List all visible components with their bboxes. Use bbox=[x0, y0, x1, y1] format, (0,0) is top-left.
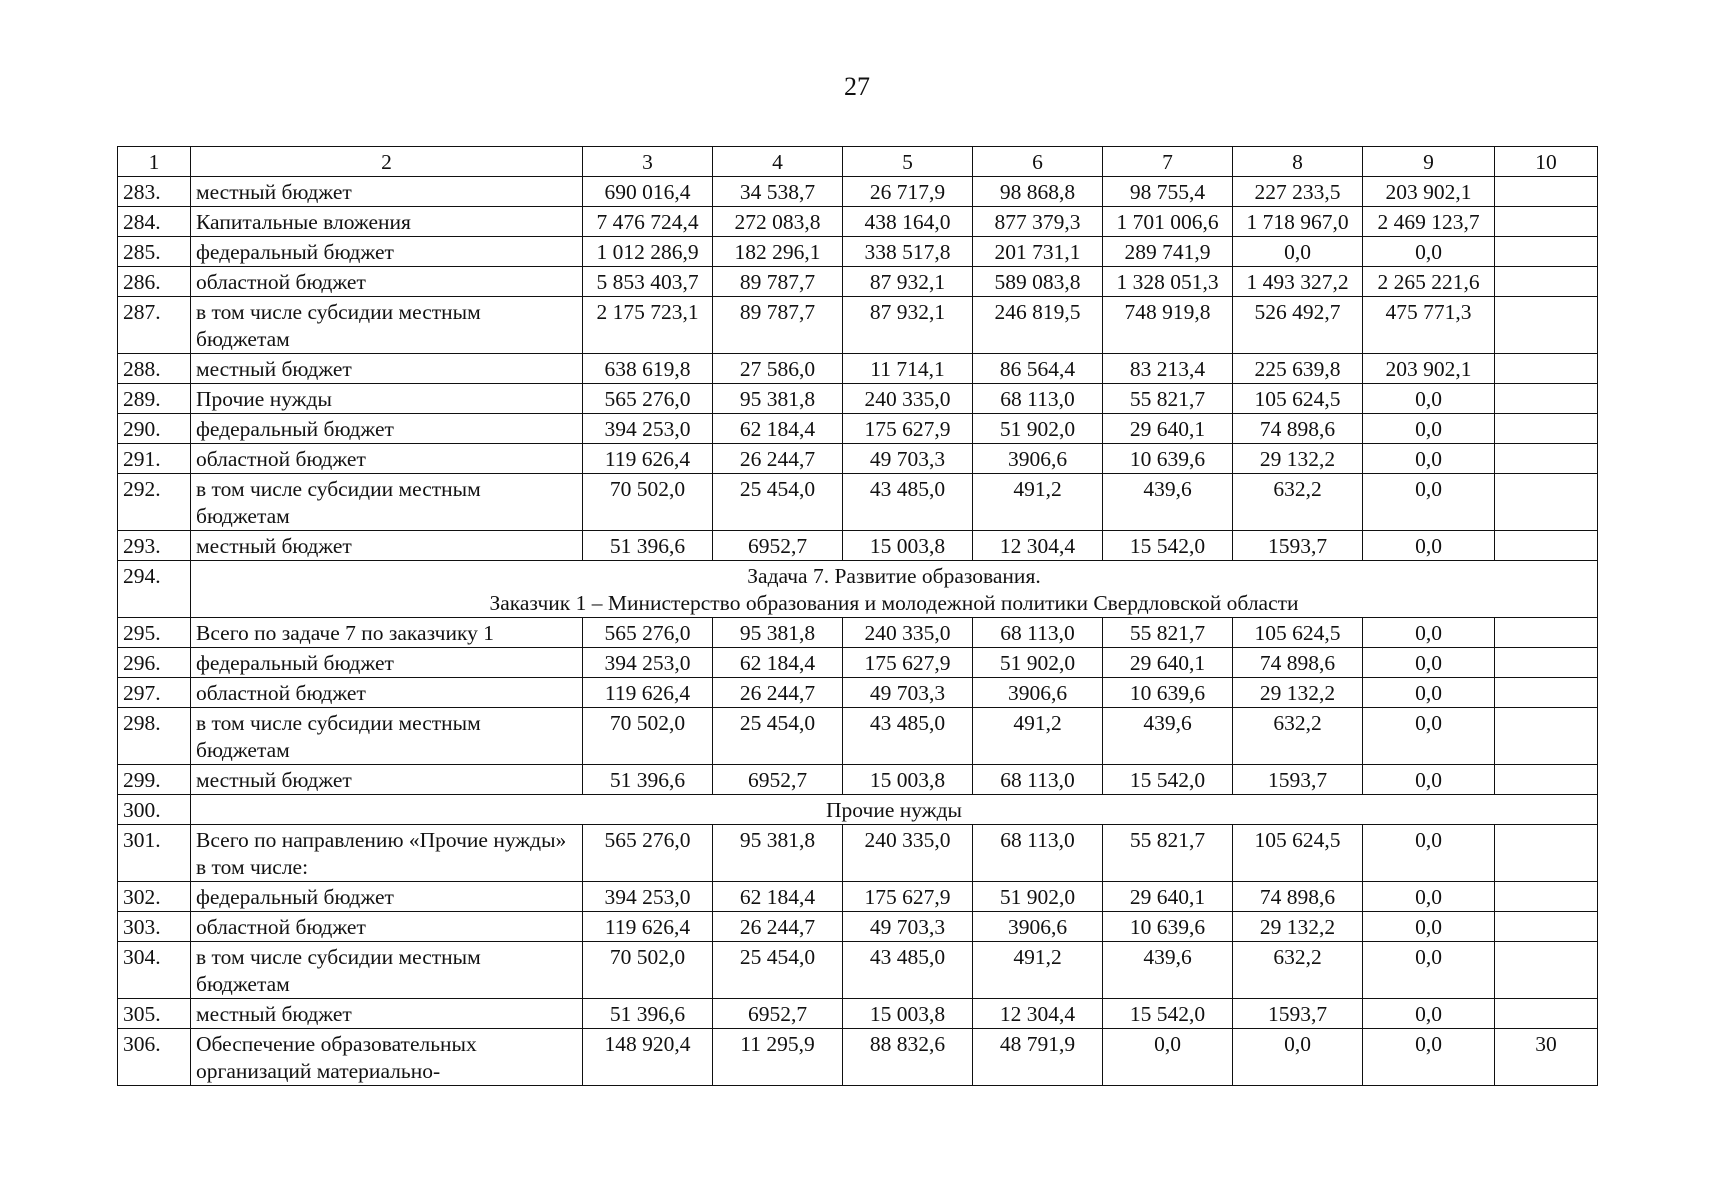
value-cell: 48 791,9 bbox=[973, 1029, 1103, 1086]
value-cell: 51 396,6 bbox=[583, 531, 713, 561]
value-cell: 491,2 bbox=[973, 942, 1103, 999]
row-number: 304. bbox=[118, 942, 191, 999]
value-cell: 10 639,6 bbox=[1103, 444, 1233, 474]
value-cell: 26 244,7 bbox=[713, 912, 843, 942]
value-cell: 70 502,0 bbox=[583, 474, 713, 531]
value-cell: 227 233,5 bbox=[1233, 177, 1363, 207]
value-cell: 6952,7 bbox=[713, 765, 843, 795]
value-cell: 2 175 723,1 bbox=[583, 297, 713, 354]
header-cell: 2 bbox=[191, 147, 583, 177]
value-cell: 6952,7 bbox=[713, 999, 843, 1029]
value-cell: 29 640,1 bbox=[1103, 882, 1233, 912]
row-label: Капитальные вложения bbox=[191, 207, 583, 237]
value-cell: 95 381,8 bbox=[713, 618, 843, 648]
table-row bbox=[118, 882, 1598, 912]
value-cell: 0,0 bbox=[1363, 414, 1495, 444]
value-cell: 225 639,8 bbox=[1233, 354, 1363, 384]
row-label: в том числе субсидии местным бюджетам bbox=[191, 474, 583, 531]
value-cell: 272 083,8 bbox=[713, 207, 843, 237]
table-row bbox=[118, 384, 1598, 414]
value-cell: 105 624,5 bbox=[1233, 618, 1363, 648]
table-row bbox=[118, 177, 1598, 207]
value-cell: 589 083,8 bbox=[973, 267, 1103, 297]
table-row bbox=[118, 414, 1598, 444]
value-cell: 62 184,4 bbox=[713, 414, 843, 444]
value-cell: 12 304,4 bbox=[973, 531, 1103, 561]
value-cell: 475 771,3 bbox=[1363, 297, 1495, 354]
col10-cell bbox=[1495, 999, 1598, 1029]
row-number: 302. bbox=[118, 882, 191, 912]
value-cell: 88 832,6 bbox=[843, 1029, 973, 1086]
value-cell: 439,6 bbox=[1103, 474, 1233, 531]
table-row bbox=[118, 207, 1598, 237]
section-title bbox=[191, 561, 1598, 618]
value-cell: 3906,6 bbox=[973, 912, 1103, 942]
header-cell: 7 bbox=[1103, 147, 1233, 177]
col10-cell bbox=[1495, 912, 1598, 942]
value-cell: 394 253,0 bbox=[583, 648, 713, 678]
value-cell: 289 741,9 bbox=[1103, 237, 1233, 267]
table-row bbox=[118, 618, 1598, 648]
value-cell: 95 381,8 bbox=[713, 384, 843, 414]
value-cell: 0,0 bbox=[1363, 942, 1495, 999]
col10-cell bbox=[1495, 882, 1598, 912]
row-number: 297. bbox=[118, 678, 191, 708]
value-cell: 55 821,7 bbox=[1103, 825, 1233, 882]
row-label: федеральный бюджет bbox=[191, 648, 583, 678]
value-cell: 25 454,0 bbox=[713, 474, 843, 531]
value-cell: 10 639,6 bbox=[1103, 912, 1233, 942]
col10-cell bbox=[1495, 384, 1598, 414]
table-row bbox=[118, 237, 1598, 267]
header-cell: 3 bbox=[583, 147, 713, 177]
value-cell: 240 335,0 bbox=[843, 618, 973, 648]
row-label: местный бюджет bbox=[191, 531, 583, 561]
value-cell: 86 564,4 bbox=[973, 354, 1103, 384]
value-cell: 15 003,8 bbox=[843, 531, 973, 561]
value-cell: 0,0 bbox=[1363, 882, 1495, 912]
value-cell: 87 932,1 bbox=[843, 297, 973, 354]
section-line: Задача 7. Развитие образования. bbox=[747, 564, 1041, 588]
value-cell: 26 244,7 bbox=[713, 444, 843, 474]
table-row bbox=[118, 678, 1598, 708]
value-cell: 25 454,0 bbox=[713, 942, 843, 999]
value-cell: 0,0 bbox=[1363, 708, 1495, 765]
value-cell: 0,0 bbox=[1363, 618, 1495, 648]
value-cell: 0,0 bbox=[1363, 678, 1495, 708]
value-cell: 15 003,8 bbox=[843, 765, 973, 795]
value-cell: 70 502,0 bbox=[583, 708, 713, 765]
value-cell: 51 902,0 bbox=[973, 882, 1103, 912]
col10-cell: 30 bbox=[1495, 1029, 1598, 1086]
row-number: 289. bbox=[118, 384, 191, 414]
header-cell: 5 bbox=[843, 147, 973, 177]
value-cell: 68 113,0 bbox=[973, 825, 1103, 882]
row-number: 299. bbox=[118, 765, 191, 795]
value-cell: 74 898,6 bbox=[1233, 882, 1363, 912]
value-cell: 175 627,9 bbox=[843, 882, 973, 912]
col10-cell bbox=[1495, 618, 1598, 648]
col10-cell bbox=[1495, 237, 1598, 267]
row-number: 286. bbox=[118, 267, 191, 297]
value-cell: 201 731,1 bbox=[973, 237, 1103, 267]
row-number: 293. bbox=[118, 531, 191, 561]
row-number: 303. bbox=[118, 912, 191, 942]
value-cell: 565 276,0 bbox=[583, 825, 713, 882]
row-label: федеральный бюджет bbox=[191, 414, 583, 444]
value-cell: 240 335,0 bbox=[843, 384, 973, 414]
row-label: в том числе субсидии местным бюджетам bbox=[191, 708, 583, 765]
value-cell: 565 276,0 bbox=[583, 618, 713, 648]
col10-cell bbox=[1495, 297, 1598, 354]
row-label: местный бюджет bbox=[191, 354, 583, 384]
value-cell: 0,0 bbox=[1233, 237, 1363, 267]
row-label: местный бюджет bbox=[191, 177, 583, 207]
value-cell: 438 164,0 bbox=[843, 207, 973, 237]
row-label: федеральный бюджет bbox=[191, 882, 583, 912]
row-number: 284. bbox=[118, 207, 191, 237]
value-cell: 246 819,5 bbox=[973, 297, 1103, 354]
value-cell: 182 296,1 bbox=[713, 237, 843, 267]
value-cell: 51 902,0 bbox=[973, 414, 1103, 444]
value-cell: 0,0 bbox=[1103, 1029, 1233, 1086]
value-cell: 1 493 327,2 bbox=[1233, 267, 1363, 297]
value-cell: 15 542,0 bbox=[1103, 531, 1233, 561]
row-number: 287. bbox=[118, 297, 191, 354]
value-cell: 2 265 221,6 bbox=[1363, 267, 1495, 297]
value-cell: 29 132,2 bbox=[1233, 678, 1363, 708]
row-label: местный бюджет bbox=[191, 765, 583, 795]
value-cell: 43 485,0 bbox=[843, 708, 973, 765]
value-cell: 1593,7 bbox=[1233, 531, 1363, 561]
value-cell: 638 619,8 bbox=[583, 354, 713, 384]
col10-cell bbox=[1495, 354, 1598, 384]
section-line: Прочие нужды bbox=[826, 798, 962, 822]
value-cell: 748 919,8 bbox=[1103, 297, 1233, 354]
row-label: Прочие нужды bbox=[191, 384, 583, 414]
table-row bbox=[118, 474, 1598, 531]
row-number: 296. bbox=[118, 648, 191, 678]
header-cell: 6 bbox=[973, 147, 1103, 177]
table-row bbox=[118, 765, 1598, 795]
value-cell: 877 379,3 bbox=[973, 207, 1103, 237]
col10-cell bbox=[1495, 765, 1598, 795]
table-row bbox=[118, 267, 1598, 297]
value-cell: 565 276,0 bbox=[583, 384, 713, 414]
value-cell: 0,0 bbox=[1363, 237, 1495, 267]
row-number: 298. bbox=[118, 708, 191, 765]
value-cell: 26 717,9 bbox=[843, 177, 973, 207]
value-cell: 394 253,0 bbox=[583, 414, 713, 444]
value-cell: 175 627,9 bbox=[843, 414, 973, 444]
value-cell: 0,0 bbox=[1363, 999, 1495, 1029]
value-cell: 1593,7 bbox=[1233, 765, 1363, 795]
value-cell: 70 502,0 bbox=[583, 942, 713, 999]
col10-cell bbox=[1495, 678, 1598, 708]
value-cell: 6952,7 bbox=[713, 531, 843, 561]
value-cell: 11 714,1 bbox=[843, 354, 973, 384]
value-cell: 51 396,6 bbox=[583, 765, 713, 795]
value-cell: 29 132,2 bbox=[1233, 912, 1363, 942]
value-cell: 0,0 bbox=[1363, 648, 1495, 678]
header-cell: 1 bbox=[118, 147, 191, 177]
value-cell: 0,0 bbox=[1363, 825, 1495, 882]
value-cell: 240 335,0 bbox=[843, 825, 973, 882]
row-label: в том числе субсидии местным бюджетам bbox=[191, 942, 583, 999]
value-cell: 338 517,8 bbox=[843, 237, 973, 267]
value-cell: 1593,7 bbox=[1233, 999, 1363, 1029]
value-cell: 87 932,1 bbox=[843, 267, 973, 297]
row-number: 283. bbox=[118, 177, 191, 207]
table-body bbox=[118, 177, 1598, 1086]
table-row bbox=[118, 648, 1598, 678]
value-cell: 89 787,7 bbox=[713, 267, 843, 297]
value-cell: 89 787,7 bbox=[713, 297, 843, 354]
value-cell: 175 627,9 bbox=[843, 648, 973, 678]
value-cell: 632,2 bbox=[1233, 942, 1363, 999]
value-cell: 148 920,4 bbox=[583, 1029, 713, 1086]
value-cell: 49 703,3 bbox=[843, 678, 973, 708]
value-cell: 0,0 bbox=[1363, 765, 1495, 795]
value-cell: 632,2 bbox=[1233, 474, 1363, 531]
table-row bbox=[118, 444, 1598, 474]
value-cell: 439,6 bbox=[1103, 942, 1233, 999]
header-cell: 10 bbox=[1495, 147, 1598, 177]
value-cell: 43 485,0 bbox=[843, 942, 973, 999]
value-cell: 27 586,0 bbox=[713, 354, 843, 384]
value-cell: 105 624,5 bbox=[1233, 825, 1363, 882]
header-cell: 9 bbox=[1363, 147, 1495, 177]
value-cell: 5 853 403,7 bbox=[583, 267, 713, 297]
row-number: 295. bbox=[118, 618, 191, 648]
value-cell: 119 626,4 bbox=[583, 444, 713, 474]
value-cell: 25 454,0 bbox=[713, 708, 843, 765]
table-row bbox=[118, 297, 1598, 354]
row-number: 294. bbox=[118, 561, 191, 618]
value-cell: 68 113,0 bbox=[973, 384, 1103, 414]
value-cell: 690 016,4 bbox=[583, 177, 713, 207]
value-cell: 83 213,4 bbox=[1103, 354, 1233, 384]
value-cell: 526 492,7 bbox=[1233, 297, 1363, 354]
value-cell: 62 184,4 bbox=[713, 648, 843, 678]
col10-cell bbox=[1495, 648, 1598, 678]
value-cell: 49 703,3 bbox=[843, 912, 973, 942]
value-cell: 0,0 bbox=[1233, 1029, 1363, 1086]
value-cell: 55 821,7 bbox=[1103, 618, 1233, 648]
header-row bbox=[118, 147, 1598, 177]
row-label: в том числе субсидии местным бюджетам bbox=[191, 297, 583, 354]
row-label: Всего по направлению «Прочие нужды» в том числе: bbox=[191, 825, 583, 882]
row-number: 291. bbox=[118, 444, 191, 474]
table-row bbox=[118, 999, 1598, 1029]
row-label: Обеспечение образовательных организаций материально- bbox=[191, 1029, 583, 1086]
value-cell: 49 703,3 bbox=[843, 444, 973, 474]
col10-cell bbox=[1495, 177, 1598, 207]
row-label: областной бюджет bbox=[191, 267, 583, 297]
table-row bbox=[118, 912, 1598, 942]
row-number: 290. bbox=[118, 414, 191, 444]
value-cell: 11 295,9 bbox=[713, 1029, 843, 1086]
budget-table bbox=[117, 146, 1598, 1086]
value-cell: 15 542,0 bbox=[1103, 765, 1233, 795]
value-cell: 439,6 bbox=[1103, 708, 1233, 765]
col10-cell bbox=[1495, 414, 1598, 444]
col10-cell bbox=[1495, 474, 1598, 531]
value-cell: 15 003,8 bbox=[843, 999, 973, 1029]
value-cell: 29 640,1 bbox=[1103, 648, 1233, 678]
header-cell: 4 bbox=[713, 147, 843, 177]
page-number: 27 bbox=[844, 72, 870, 101]
value-cell: 51 902,0 bbox=[973, 648, 1103, 678]
value-cell: 51 396,6 bbox=[583, 999, 713, 1029]
row-number: 300. bbox=[118, 795, 191, 825]
value-cell: 68 113,0 bbox=[973, 618, 1103, 648]
section-title bbox=[191, 795, 1598, 825]
table-row bbox=[118, 708, 1598, 765]
value-cell: 1 012 286,9 bbox=[583, 237, 713, 267]
row-number: 301. bbox=[118, 825, 191, 882]
row-number: 292. bbox=[118, 474, 191, 531]
value-cell: 43 485,0 bbox=[843, 474, 973, 531]
value-cell: 203 902,1 bbox=[1363, 354, 1495, 384]
value-cell: 1 328 051,3 bbox=[1103, 267, 1233, 297]
value-cell: 3906,6 bbox=[973, 444, 1103, 474]
value-cell: 0,0 bbox=[1363, 912, 1495, 942]
table-row bbox=[118, 942, 1598, 999]
value-cell: 98 755,4 bbox=[1103, 177, 1233, 207]
table-row bbox=[118, 825, 1598, 882]
value-cell: 29 640,1 bbox=[1103, 414, 1233, 444]
row-number: 306. bbox=[118, 1029, 191, 1086]
col10-cell bbox=[1495, 825, 1598, 882]
value-cell: 1 718 967,0 bbox=[1233, 207, 1363, 237]
value-cell: 68 113,0 bbox=[973, 765, 1103, 795]
value-cell: 7 476 724,4 bbox=[583, 207, 713, 237]
value-cell: 74 898,6 bbox=[1233, 414, 1363, 444]
col10-cell bbox=[1495, 942, 1598, 999]
value-cell: 29 132,2 bbox=[1233, 444, 1363, 474]
value-cell: 12 304,4 bbox=[973, 999, 1103, 1029]
table-row bbox=[118, 531, 1598, 561]
col10-cell bbox=[1495, 531, 1598, 561]
value-cell: 34 538,7 bbox=[713, 177, 843, 207]
value-cell: 0,0 bbox=[1363, 474, 1495, 531]
value-cell: 0,0 bbox=[1363, 1029, 1495, 1086]
value-cell: 3906,6 bbox=[973, 678, 1103, 708]
header-cell: 8 bbox=[1233, 147, 1363, 177]
value-cell: 119 626,4 bbox=[583, 912, 713, 942]
row-label: Всего по задаче 7 по заказчику 1 bbox=[191, 618, 583, 648]
section-line: Заказчик 1 – Министерство образования и молодежной политики Свердловской области bbox=[489, 591, 1299, 615]
value-cell: 394 253,0 bbox=[583, 882, 713, 912]
section-row bbox=[118, 795, 1598, 825]
value-cell: 0,0 bbox=[1363, 444, 1495, 474]
value-cell: 105 624,5 bbox=[1233, 384, 1363, 414]
row-label: областной бюджет bbox=[191, 444, 583, 474]
col10-cell bbox=[1495, 267, 1598, 297]
row-number: 305. bbox=[118, 999, 191, 1029]
row-label: местный бюджет bbox=[191, 999, 583, 1029]
value-cell: 10 639,6 bbox=[1103, 678, 1233, 708]
value-cell: 203 902,1 bbox=[1363, 177, 1495, 207]
value-cell: 0,0 bbox=[1363, 384, 1495, 414]
table-row bbox=[118, 1029, 1598, 1086]
value-cell: 491,2 bbox=[973, 474, 1103, 531]
value-cell: 1 701 006,6 bbox=[1103, 207, 1233, 237]
col10-cell bbox=[1495, 708, 1598, 765]
value-cell: 0,0 bbox=[1363, 531, 1495, 561]
value-cell: 95 381,8 bbox=[713, 825, 843, 882]
value-cell: 98 868,8 bbox=[973, 177, 1103, 207]
value-cell: 26 244,7 bbox=[713, 678, 843, 708]
row-number: 285. bbox=[118, 237, 191, 267]
section-row bbox=[118, 561, 1598, 618]
value-cell: 55 821,7 bbox=[1103, 384, 1233, 414]
value-cell: 491,2 bbox=[973, 708, 1103, 765]
col10-cell bbox=[1495, 207, 1598, 237]
value-cell: 119 626,4 bbox=[583, 678, 713, 708]
row-label: областной бюджет bbox=[191, 912, 583, 942]
row-number: 288. bbox=[118, 354, 191, 384]
col10-cell bbox=[1495, 444, 1598, 474]
value-cell: 2 469 123,7 bbox=[1363, 207, 1495, 237]
row-label: областной бюджет bbox=[191, 678, 583, 708]
value-cell: 62 184,4 bbox=[713, 882, 843, 912]
value-cell: 74 898,6 bbox=[1233, 648, 1363, 678]
table-row bbox=[118, 354, 1598, 384]
value-cell: 15 542,0 bbox=[1103, 999, 1233, 1029]
row-label: федеральный бюджет bbox=[191, 237, 583, 267]
value-cell: 632,2 bbox=[1233, 708, 1363, 765]
